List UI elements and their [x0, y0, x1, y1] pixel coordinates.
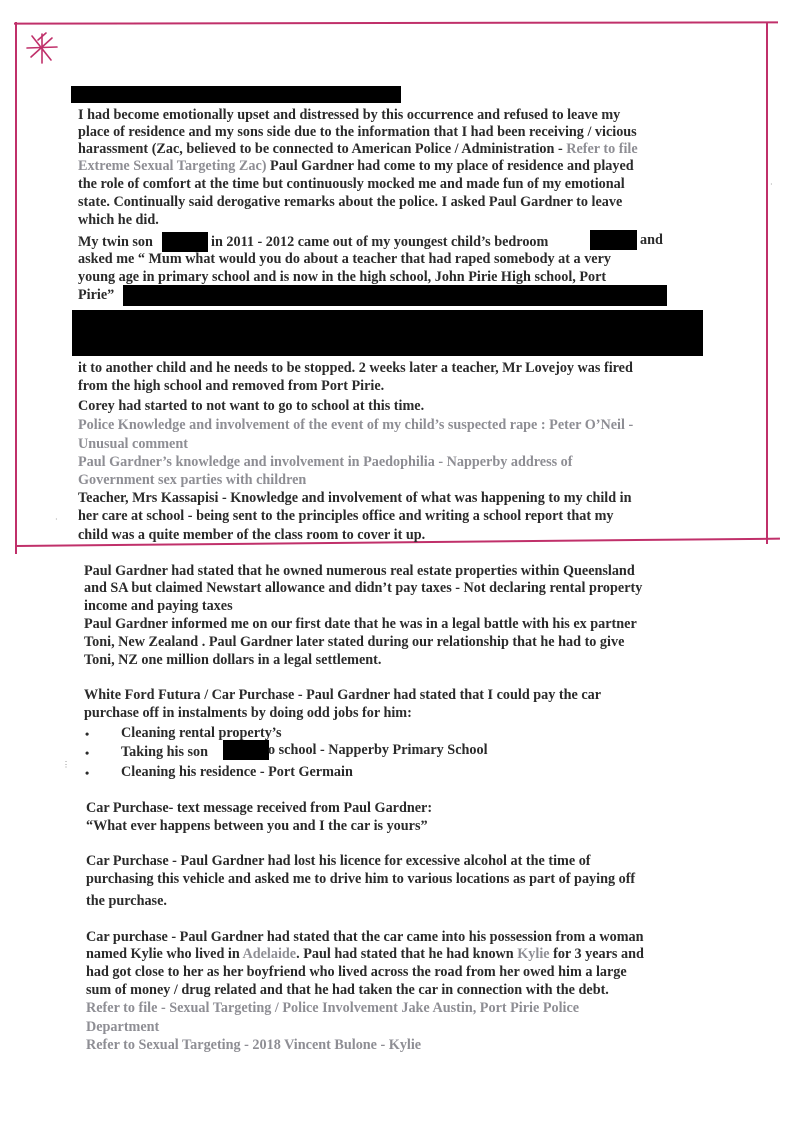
scan-speck: · — [770, 180, 773, 189]
text-line: Corey had started to not want to go to school at this time. — [78, 398, 425, 414]
redaction-bar — [123, 285, 667, 306]
reference-link[interactable]: Refer to file — [566, 141, 638, 157]
text-line: which he did. — [78, 212, 159, 228]
scan-speck: ⋮ — [62, 760, 70, 769]
redaction-bar — [162, 232, 208, 252]
bullet-icon: • — [85, 746, 90, 760]
redaction-bar — [72, 310, 703, 356]
text-line: young age in primary school and is now in the high school, John Pirie High school, Port — [78, 269, 607, 285]
text-line: Extreme Sexual Targeting Zac) Paul Gardner had come to my place of residence and played — [78, 158, 634, 174]
text-line: and — [640, 232, 663, 248]
asterisk-mark-icon — [24, 30, 60, 66]
reference-link[interactable]: Government sex parties with children — [78, 472, 307, 488]
frame-border-right — [766, 22, 768, 544]
text-line: Toni, NZ one million dollars in a legal settlement. — [84, 652, 382, 668]
text-line: Paul Gardner had stated that he owned numerous real estate properties within Queensland — [84, 563, 635, 579]
frame-border-left — [15, 22, 17, 554]
text-line: place of residence and my sons side due to the information that I had been receiving / vicious — [78, 124, 637, 140]
scan-speck: · — [55, 515, 58, 524]
text-line: Car Purchase - Paul Gardner had lost his licence for excessive alcohol at the time of — [86, 853, 591, 869]
text-line: had got close to her as her boyfriend who lived across the road from her owed him a large — [86, 964, 627, 980]
person-link[interactable]: Kylie — [517, 946, 550, 962]
bullet-icon: • — [85, 766, 90, 780]
list-item: o school - Napperby Primary School — [268, 742, 488, 758]
bullet-icon: • — [85, 727, 90, 741]
list-item: Cleaning his residence - Port Germain — [121, 764, 353, 780]
text-line: purchase off in instalments by doing odd jobs for him: — [84, 705, 412, 721]
list-item: Taking his son — [121, 744, 209, 760]
list-item: Cleaning rental property’s — [121, 725, 282, 741]
text-line: “What ever happens between you and I the car is yours” — [86, 818, 428, 834]
reference-link[interactable]: Extreme Sexual Targeting Zac) — [78, 158, 267, 174]
redaction-bar — [223, 740, 269, 760]
reference-link[interactable]: Refer to file - Sexual Targeting / Police Involvement Jake Austin, Port Pirie Police — [86, 1000, 580, 1016]
reference-link[interactable]: Department — [86, 1019, 160, 1035]
text-line: Car purchase - Paul Gardner had stated that the car came into his possession from a woman — [86, 929, 644, 945]
redaction-bar — [590, 230, 637, 250]
reference-link[interactable]: Paul Gardner’s knowledge and involvement in Paedophilia - Napperby address of — [78, 454, 573, 470]
text-line: and SA but claimed Newstart allowance and didn’t pay taxes - Not declaring rental property — [84, 580, 643, 596]
text-line: White Ford Futura / Car Purchase - Paul Gardner had stated that I could pay the car — [84, 687, 602, 703]
text-line: her care at school - being sent to the principles office and writing a school report that my — [78, 508, 614, 524]
frame-border-top — [14, 21, 778, 24]
text-line: My twin son — [78, 234, 153, 250]
text-line: from the high school and removed from Port Pirie. — [78, 378, 385, 394]
reference-link[interactable]: Unusual comment — [78, 436, 188, 452]
text-line: I had become emotionally upset and distressed by this occurrence and refused to leave my — [78, 107, 621, 123]
text-line: asked me “ Mum what would you do about a teacher that had raped somebody at a very — [78, 251, 611, 267]
text-line: Pirie” — [78, 287, 115, 303]
text-line: in 2011 - 2012 came out of my youngest child’s bedroom — [211, 234, 549, 250]
text-line: the role of comfort at the time but continuously mocked me and made fun of my emotional — [78, 176, 625, 192]
text-line: Paul Gardner informed me on our first date that he was in a legal battle with his ex partner — [84, 616, 637, 632]
text-line: named Kylie who lived in Adelaide. Paul had stated that he had known Kylie for 3 years and — [86, 946, 644, 962]
redaction-bar — [71, 86, 401, 103]
text-line: the purchase. — [86, 893, 167, 909]
text-line: it to another child and he needs to be stopped. 2 weeks later a teacher, Mr Lovejoy was fired — [78, 360, 633, 376]
text-line: harassment (Zac, believed to be connected to American Police / Administration - Refer to file — [78, 141, 638, 157]
place-link[interactable]: Adelaide — [242, 946, 297, 962]
text-line: Car Purchase- text message received from Paul Gardner: — [86, 800, 433, 816]
text-line: Teacher, Mrs Kassapisi - Knowledge and involvement of what was happening to my child in — [78, 490, 632, 506]
reference-link[interactable]: Refer to Sexual Targeting - 2018 Vincent Bulone - Kylie — [86, 1037, 422, 1053]
text-line: Toni, New Zealand . Paul Gardner later stated during our relationship that he had to give — [84, 634, 625, 650]
text-line: income and paying taxes — [84, 598, 233, 614]
text-line: sum of money / drug related and that he had taken the car in connection with the debt. — [86, 982, 609, 998]
reference-link[interactable]: Police Knowledge and involvement of the event of my child’s suspected rape : Peter O’Neil - — [78, 417, 634, 433]
text-line: child was a quite member of the class room to cover it up. — [78, 527, 426, 543]
text-line: state. Continually said derogative remarks about the police. I asked Paul Gardner to leave — [78, 194, 623, 210]
text-line: purchasing this vehicle and asked me to drive him to various locations as part of paying off — [86, 871, 636, 887]
